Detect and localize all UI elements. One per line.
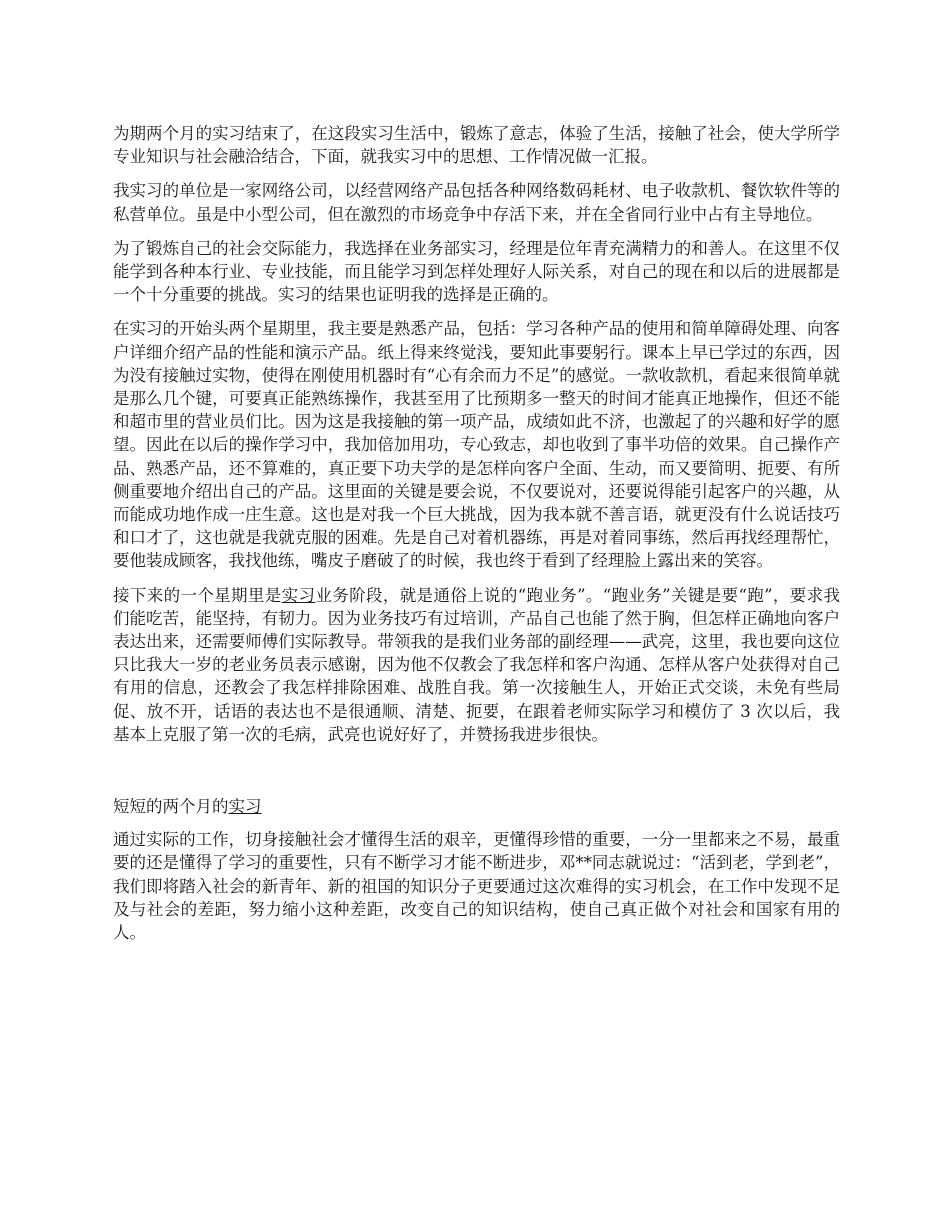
paragraph-business-stage-rest: 业务阶段，就是通俗上说的“跑业务”。“跑业务”关键是要“跑”，要求我们能吃苦，能坚持，有韧力。因为业务技巧有过培训，产品自己也能了然于胸，但怎样正确地向客户表达出来，还需要师傅们实际教导。带领我的是我们业务部的副经理——武亮，这里，我也要向这位只比我大一岁的老业务员表示感谢，因为他不仅教会了我怎样和客户沟通、怎样从客户处获得对自己有用的信息，还教会了我怎样排除困难、战胜自我。第一次接触生人，开始正式交谈，未免有些局促、放不开，话语的表达也不是很通顺、清楚、扼要，在跟着老师实际学习和模仿了 3 次以后，我基本上克服了第一次的毛病，武亮也说好好了，并赞扬我进步很快。 <box>113 585 840 744</box>
document-body <box>113 122 840 955</box>
internship-link[interactable]: 实习 <box>281 585 316 605</box>
paragraph-business-stage-start: 接下来的一个星期里是 <box>113 585 282 605</box>
paragraph-company: 我实习的单位是一家网络公司，以经营网络产品包括各种网络数码耗材、电子收款机、餐饮软件等的私营单位。虽是中小型公司，但在激烈的市场竞争中存活下来，并在全省同行业中占有主导地位。 <box>113 181 840 224</box>
paragraph-department: 为了锻炼自己的社会交际能力，我选择在业务部实习，经理是位年青充满精力的和善人。在这里不仅能学到各种本行业、专业技能，而且能学习到怎样处理好人际关系，对自己的现在和以后的进展都是一个十分重要的挑战。实习的结果也证明我的选择是正确的。 <box>113 238 840 305</box>
paragraph-business-stage <box>113 584 840 746</box>
paragraph-product-training: 在实习的开始头两个星期里，我主要是熟悉产品，包括：学习各种产品的使用和简单障碍处理、向客户详细介绍产品的性能和演示产品。纸上得来终觉浅，要知此事要躬行。课本上早已学过的东西，因为没有接触过实物，使得在刚使用机器时有“心有余而力不足”的感觉。一款收款机，看起来很简单就是那么几个键，可要真正能熟练操作，我甚至用了比预期多一整天的时间才能真正地操作，但还不能和超市里的营业员们比。因为这是我接触的第一项产品，成绩如此不济，也激起了的兴趣和好学的愿望。因此在以后的操作学习中，我加倍加用功，专心致志，却也收到了事半功倍的效果。自己操作产品、熟悉产品，还不算难的，真正要下功夫学的是怎样向客户全面、生动，而又要简明、扼要、有所侧重要地介绍出自己的产品。这里面的关键是要会说，不仅要说对，还要说得能引起客户的兴趣，从而能成功地作成一庄生意。这也是对我一个巨大挑战，因为我本就不善言语，就更没有什么说话技巧和口才了，这也就是我就克服的困难。先是自己对着机器练，再是对着同事练，然后再找经理帮忙，要他装成顾客，我找他练，嘴皮子磨破了的时候，我也终于看到了经理脸上露出来的笑容。 <box>113 319 840 571</box>
section-heading-link[interactable]: 实习 <box>228 797 262 817</box>
section-gap <box>113 757 840 795</box>
section-heading-text: 短短的两个月的 <box>113 797 229 817</box>
paragraph-intro: 为期两个月的实习结束了，在这段实习生活中，锻炼了意志，体验了生活，接触了社会，使大学所学专业知识与社会融洽结合，下面，就我实习中的思想、工作情况做一汇报。 <box>113 124 840 167</box>
section-heading <box>113 795 840 818</box>
paragraph-conclusion: 通过实际的工作，切身接触社会才懂得生活的艰辛，更懂得珍惜的重要，一分一里都来之不易，最重要的还是懂得了学习的重要性，只有不断学习才能不断进步，邓**同志就说过：“活到老，学到老”，我们即将踏入社会的新青年、新的祖国的知识分子更要通过这次难得的实习机会，在工作中发现不足及与社会的差距，努力缩小这种差距，改变自己的知识结构，使自己真正做个对社会和国家有用的人。 <box>113 830 840 943</box>
